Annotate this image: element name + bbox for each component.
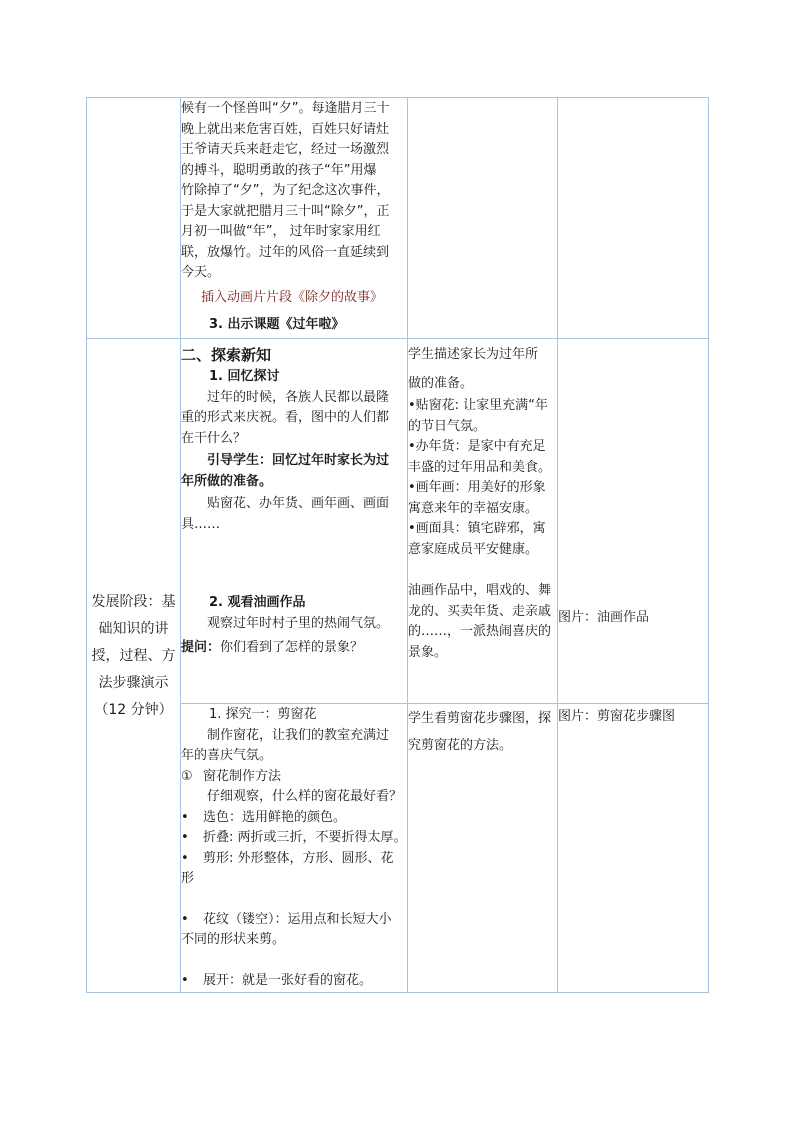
- story-line: 王爷请天兵来赶走它，经过一场激烈: [181, 142, 390, 157]
- list-item: [181, 910, 407, 931]
- list-item-text: 花纹（镂空）：运用点和长短大小: [203, 911, 392, 927]
- paragraph-line: 仔细观察，什么样的窗花最好看？: [207, 789, 403, 804]
- question-text: 你们看到了怎样的景象？: [220, 640, 364, 655]
- list-item-text: 折叠: 两折或三折，不要折得太厚。: [203, 830, 407, 845]
- media-note: 图片：油画作品: [558, 610, 650, 625]
- items-line: 贴窗花、办年货、画年画、画面: [207, 496, 390, 511]
- lesson-topic: 3. 出示课题《过年啦》: [209, 317, 345, 332]
- list-item: [181, 808, 407, 829]
- papercut-cell: [181, 705, 407, 991]
- video-note: 插入动画片片段《除夕的故事》: [201, 289, 384, 305]
- table-border-left: [86, 97, 87, 993]
- student-line: 意家庭成员平安健康。: [408, 541, 539, 557]
- story-line: 今天。: [181, 265, 221, 280]
- table-border-bottom: [86, 992, 709, 993]
- student-line: 的节日气氛。: [408, 418, 487, 434]
- stage-label-line: （12 分钟）: [94, 702, 173, 718]
- paragraph-line: 制作窗花，让我们的教室充满过: [207, 727, 390, 743]
- table-border-top: [86, 97, 709, 98]
- method-line: [181, 767, 407, 788]
- story-line: 晚上就出来危害百姓，百姓只好请灶: [181, 121, 390, 137]
- bullet: •: [181, 972, 189, 988]
- student-line: 丰盛的过年用品和美食。: [408, 459, 552, 475]
- paragraph-line: 重的形式来庆祝。看，图中的人们都: [181, 410, 390, 425]
- bullet: •: [181, 911, 189, 927]
- explore-cell: [181, 343, 407, 659]
- list-item-text: 选色：选用鲜艳的颜色。: [203, 809, 347, 825]
- list-item-text: 不同的形状来剪。: [181, 932, 286, 947]
- list-item: [181, 849, 407, 870]
- guide-line: 年所做的准备。: [181, 473, 273, 489]
- subsection-title: 1. 回忆探讨: [209, 369, 280, 384]
- table-border-right: [708, 97, 709, 993]
- question-line: [181, 638, 407, 659]
- stage-label-line: 法步骤演示: [98, 675, 169, 691]
- story-line: 候有一个怪兽叫“夕”。每逢腊月三十: [181, 101, 390, 116]
- student-activity-cell: [408, 345, 557, 663]
- lesson-table: [86, 97, 709, 993]
- bullet: •: [181, 850, 189, 866]
- story-line: 的搏斗，聪明勇敢的孩子“年”用爆: [181, 162, 377, 178]
- student-line: 学生看剪窗花步骤图，探: [408, 711, 552, 726]
- student-activity-cell: [408, 709, 557, 756]
- student-line: 龙的、买卖年货、走亲戚: [408, 603, 552, 619]
- paragraph-line: 过年的时候，各族人民都以最隆: [207, 389, 390, 405]
- story-line: 月初一叫做“年”， 过年时家家用红: [181, 224, 381, 239]
- story-cell: [181, 99, 407, 336]
- media-cell: [558, 608, 708, 629]
- stage-label-line: 授，过程、方: [91, 648, 176, 664]
- story-line: 竹除掉了“夕”，为了纪念这次事件，: [181, 183, 390, 198]
- media-cell: [558, 707, 708, 728]
- student-line: •画年画：用美好的形象: [408, 480, 546, 495]
- items-line: 具……: [181, 516, 221, 532]
- subsection-title: 2. 观看油画作品: [209, 595, 306, 610]
- row-divider: [180, 703, 709, 704]
- row-divider: [86, 338, 709, 339]
- paragraph-line: 在干什么？: [181, 430, 247, 446]
- student-line: 做的准备。: [408, 375, 474, 391]
- student-line: 寓意来年的幸福安康。: [408, 500, 539, 516]
- student-line: 究剪窗花的方法。: [408, 737, 513, 753]
- list-item-text: 剪形: 外形整体，方形、圆形、花: [203, 850, 394, 866]
- stage-label-line: 础知识的讲: [98, 621, 169, 637]
- student-line: •贴窗花: 让家里充满“年: [408, 398, 548, 413]
- media-note: 图片：剪窗花步骤图: [558, 709, 676, 724]
- list-item: [181, 828, 407, 849]
- student-line: 油画作品中，唱戏的、舞: [408, 583, 552, 598]
- list-item: [181, 971, 407, 992]
- section-heading: 二、探索新知: [181, 346, 272, 364]
- story-line: 于是大家就把腊月三十叫“除夕”，正: [181, 203, 390, 219]
- circled-number: ①: [181, 768, 193, 784]
- stage-label: [87, 589, 180, 724]
- student-line: •画面具：镇宅辟邪，寓: [408, 521, 546, 536]
- column-divider: [557, 97, 558, 993]
- paragraph-line: 年的喜庆气氛。: [181, 748, 273, 763]
- bullet: •: [181, 830, 189, 845]
- stage-label-line: 发展阶段：基: [91, 594, 176, 610]
- subsection-title: 1. 探究一：剪窗花: [209, 707, 317, 722]
- list-item-text: 展开：就是一张好看的窗花。: [203, 972, 373, 988]
- list-item-text: 形: [181, 871, 195, 886]
- bullet: •: [181, 809, 189, 825]
- story-line: 联，放爆竹。过年的风俗一直延续到: [181, 244, 390, 260]
- paragraph-line: 观察过年时村子里的热闹气氛。: [207, 615, 390, 631]
- student-line: 学生描述家长为过年所: [408, 347, 539, 362]
- question-label: 提问：: [181, 640, 221, 655]
- method-title: 窗花制作方法: [203, 768, 282, 784]
- guide-line: 引导学生：回忆过年时家长为过: [207, 453, 390, 468]
- student-line: •办年货：是家中有充足: [408, 439, 546, 454]
- student-line: 景象。: [408, 644, 448, 660]
- student-line: 的……，一派热闹喜庆的: [408, 624, 552, 639]
